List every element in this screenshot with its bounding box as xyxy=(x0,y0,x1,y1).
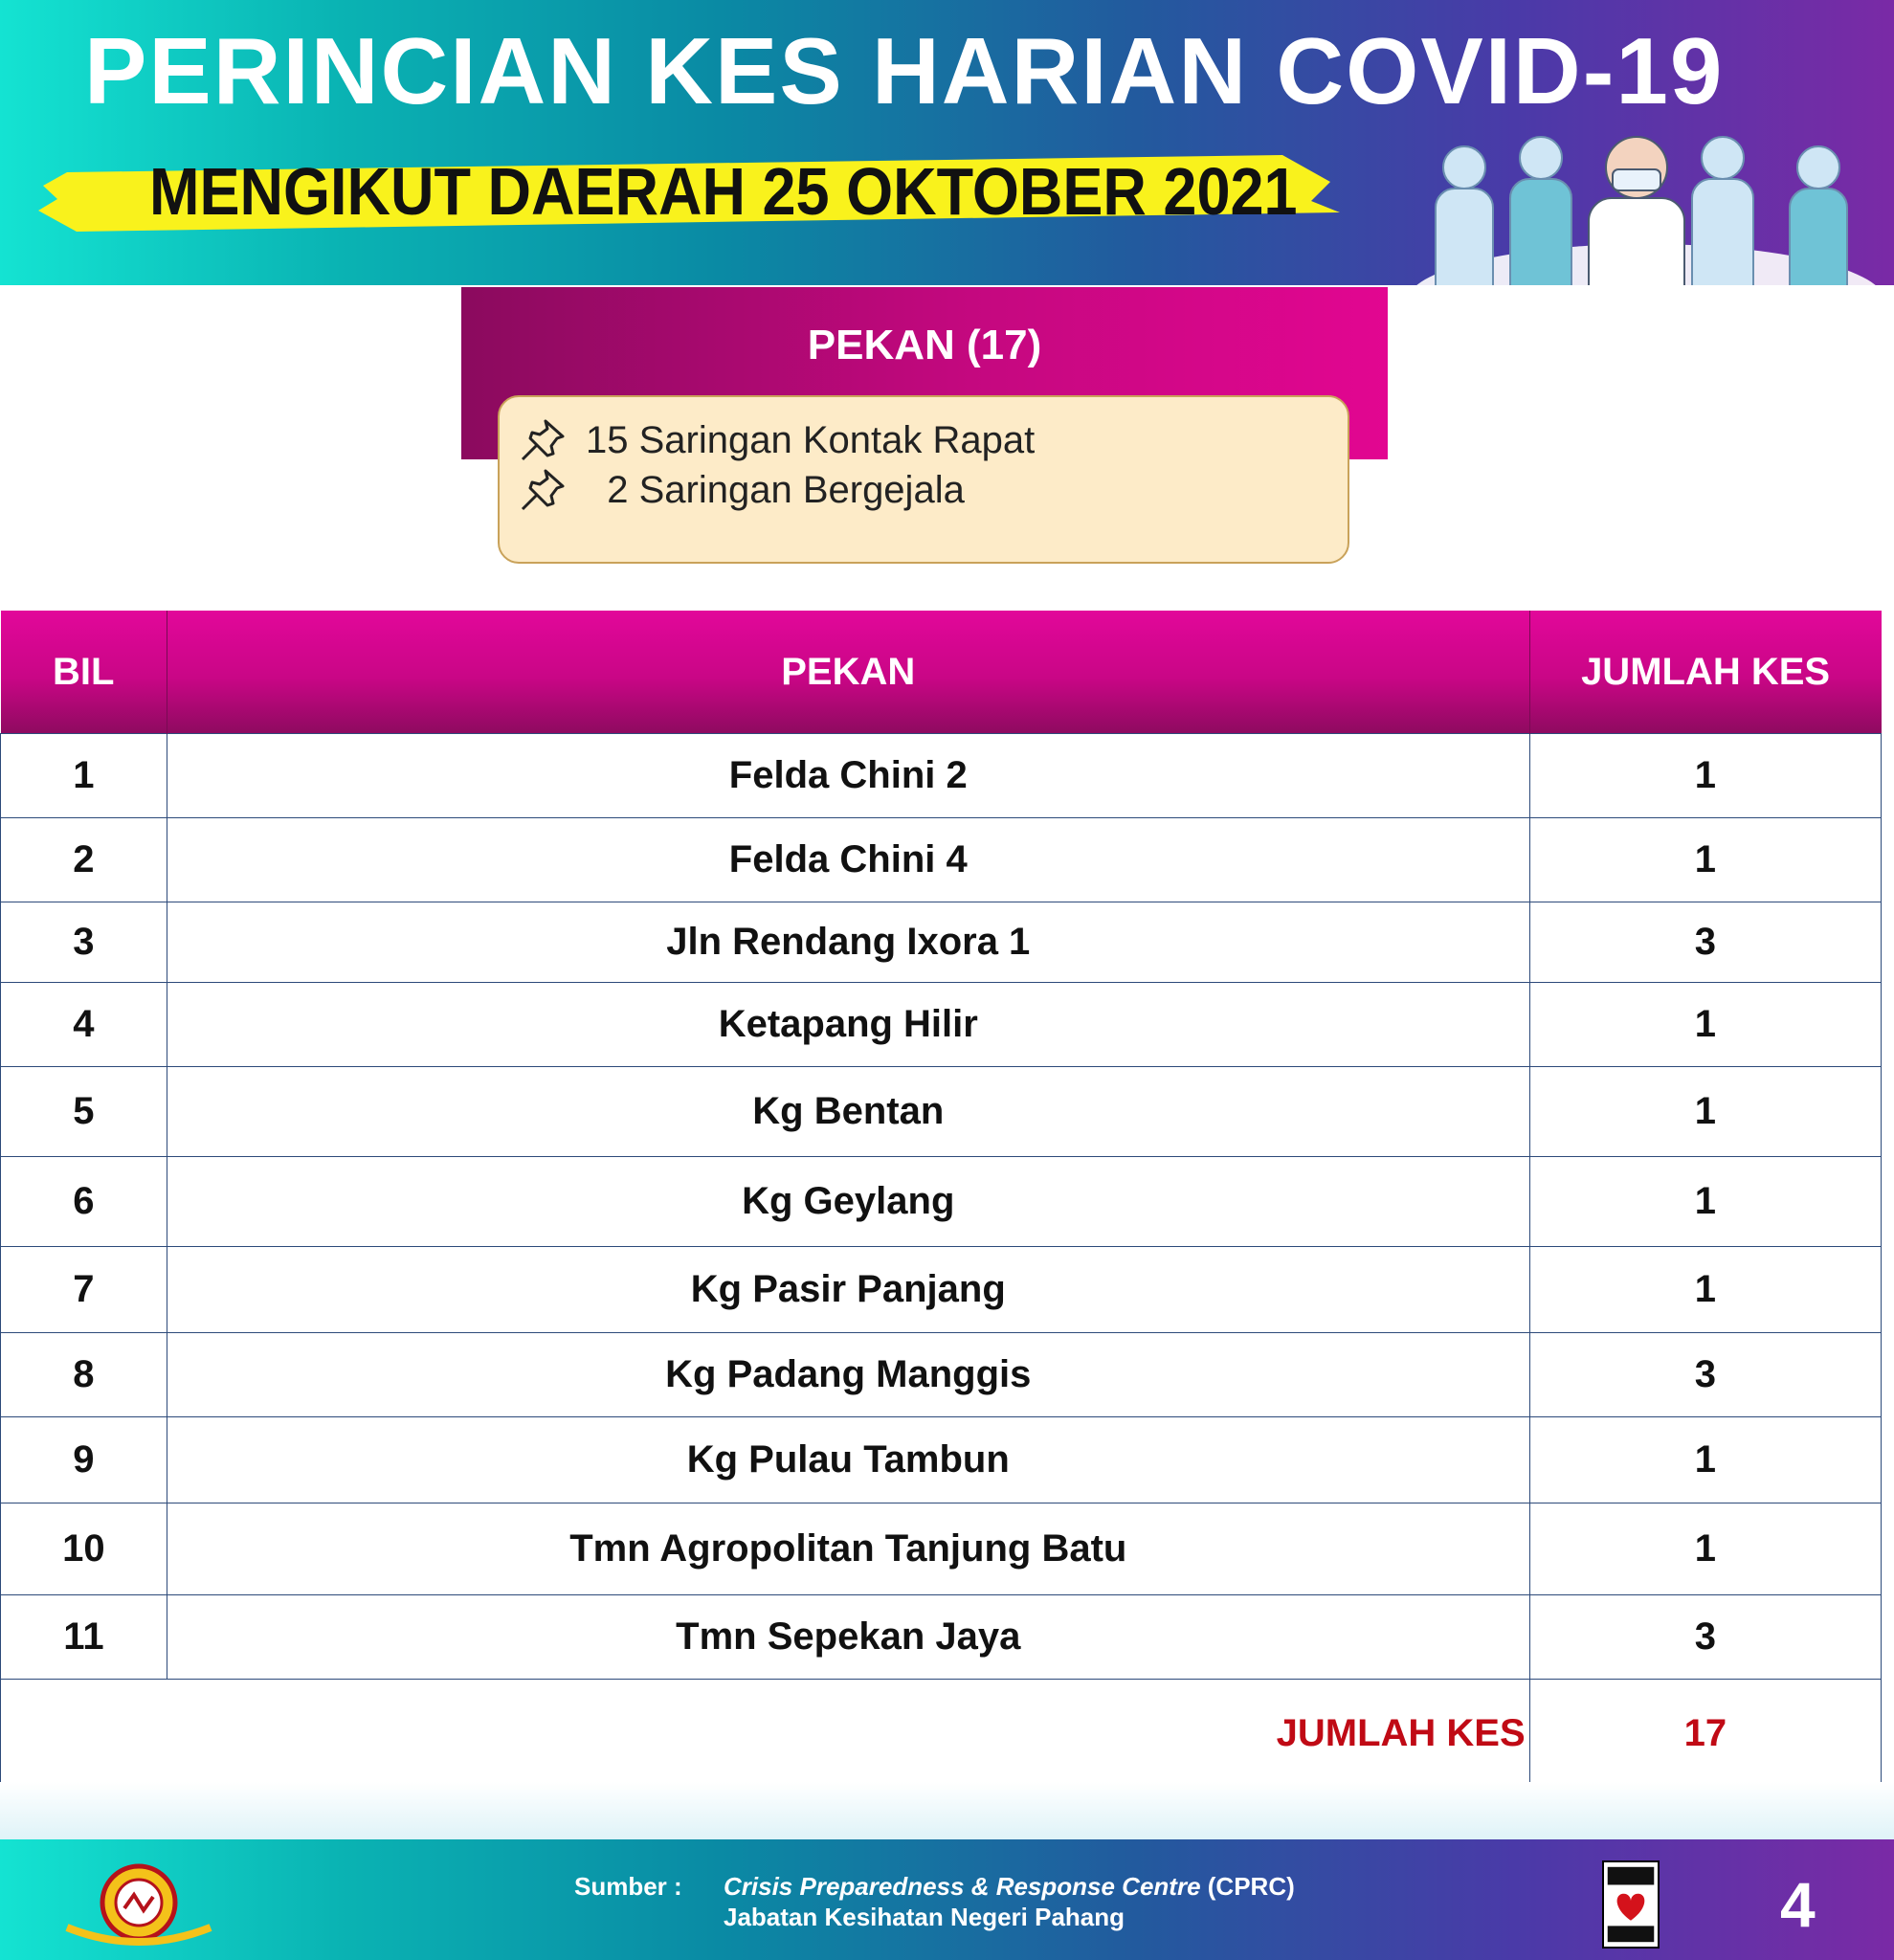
row-place: Tmn Sepekan Jaya xyxy=(167,1595,1529,1680)
table-row xyxy=(1,983,1882,1067)
header-jumlah-kes: JUMLAH KES xyxy=(1529,611,1881,734)
table-header-row xyxy=(1,611,1882,734)
row-place: Felda Chini 2 xyxy=(167,734,1529,818)
row-place: Kg Pasir Panjang xyxy=(167,1247,1529,1333)
pin-icon xyxy=(519,467,568,513)
note-item xyxy=(519,416,1035,464)
row-cases: 1 xyxy=(1529,1247,1881,1333)
table-row xyxy=(1,1333,1882,1417)
table-row xyxy=(1,818,1882,902)
row-cases: 3 xyxy=(1529,902,1881,983)
row-bil: 10 xyxy=(1,1503,167,1595)
district-title: PEKAN (17) xyxy=(807,322,1042,368)
table-row xyxy=(1,1503,1882,1595)
row-cases: 1 xyxy=(1529,1417,1881,1503)
row-bil: 9 xyxy=(1,1417,167,1503)
row-place: Jln Rendang Ixora 1 xyxy=(167,902,1529,983)
row-cases: 1 xyxy=(1529,1067,1881,1157)
table-row xyxy=(1,1595,1882,1680)
footer-bar xyxy=(0,1839,1894,1960)
row-bil: 4 xyxy=(1,983,167,1067)
row-cases: 1 xyxy=(1529,983,1881,1067)
row-cases: 1 xyxy=(1529,734,1881,818)
row-cases: 3 xyxy=(1529,1333,1881,1417)
source-organisation: Crisis Preparedness & Response Centre (CPRC) xyxy=(724,1872,1295,1901)
row-place: Tmn Agropolitan Tanjung Batu xyxy=(167,1503,1529,1595)
row-bil: 3 xyxy=(1,902,167,983)
row-cases: 1 xyxy=(1529,818,1881,902)
bottom-strip xyxy=(0,1782,1894,1839)
table-row xyxy=(1,902,1882,983)
row-bil: 6 xyxy=(1,1157,167,1247)
row-cases: 1 xyxy=(1529,1157,1881,1247)
row-place: Kg Padang Manggis xyxy=(167,1333,1529,1417)
table-row xyxy=(1,1157,1882,1247)
header-bil: BIL xyxy=(1,611,167,734)
row-cases: 3 xyxy=(1529,1595,1881,1680)
row-place: Kg Geylang xyxy=(167,1157,1529,1247)
row-bil: 1 xyxy=(1,734,167,818)
row-bil: 2 xyxy=(1,818,167,902)
source-department: Jabatan Kesihatan Negeri Pahang xyxy=(724,1903,1125,1931)
header-banner xyxy=(0,0,1894,285)
row-place: Ketapang Hilir xyxy=(167,983,1529,1067)
table-row xyxy=(1,1417,1882,1503)
row-bil: 8 xyxy=(1,1333,167,1417)
total-label: JUMLAH KES xyxy=(1,1680,1530,1788)
row-bil: 5 xyxy=(1,1067,167,1157)
row-bil: 11 xyxy=(1,1595,167,1680)
total-value: 17 xyxy=(1529,1680,1881,1788)
screening-notes-box xyxy=(498,395,1349,564)
row-place: Kg Bentan xyxy=(167,1067,1529,1157)
total-row xyxy=(1,1680,1882,1788)
row-bil: 7 xyxy=(1,1247,167,1333)
note-text: 15 Saringan Kontak Rapat xyxy=(586,418,1036,461)
source-label: Sumber : xyxy=(574,1872,682,1901)
page-number: 4 xyxy=(1780,1869,1816,1940)
row-cases: 1 xyxy=(1529,1503,1881,1595)
jkn-logo-icon xyxy=(57,1860,220,1949)
row-place: Kg Pulau Tambun xyxy=(167,1417,1529,1503)
page-title: PERINCIAN KES HARIAN COVID-19 xyxy=(84,18,1725,123)
note-text: 2 Saringan Bergejala xyxy=(586,468,965,511)
page-subtitle: MENGIKUT DAERAH 25 OKTOBER 2021 xyxy=(149,154,1298,229)
row-place: Felda Chini 4 xyxy=(167,818,1529,902)
table-row xyxy=(1,734,1882,818)
table-row xyxy=(1,1067,1882,1157)
koi-nak-sihat-logo-icon xyxy=(1602,1860,1660,1949)
cases-table xyxy=(0,611,1882,1788)
note-item xyxy=(519,466,965,514)
header-pekan: PEKAN xyxy=(167,611,1529,734)
pin-icon xyxy=(519,417,568,463)
table-row xyxy=(1,1247,1882,1333)
medical-staff-illustration xyxy=(1397,129,1894,285)
